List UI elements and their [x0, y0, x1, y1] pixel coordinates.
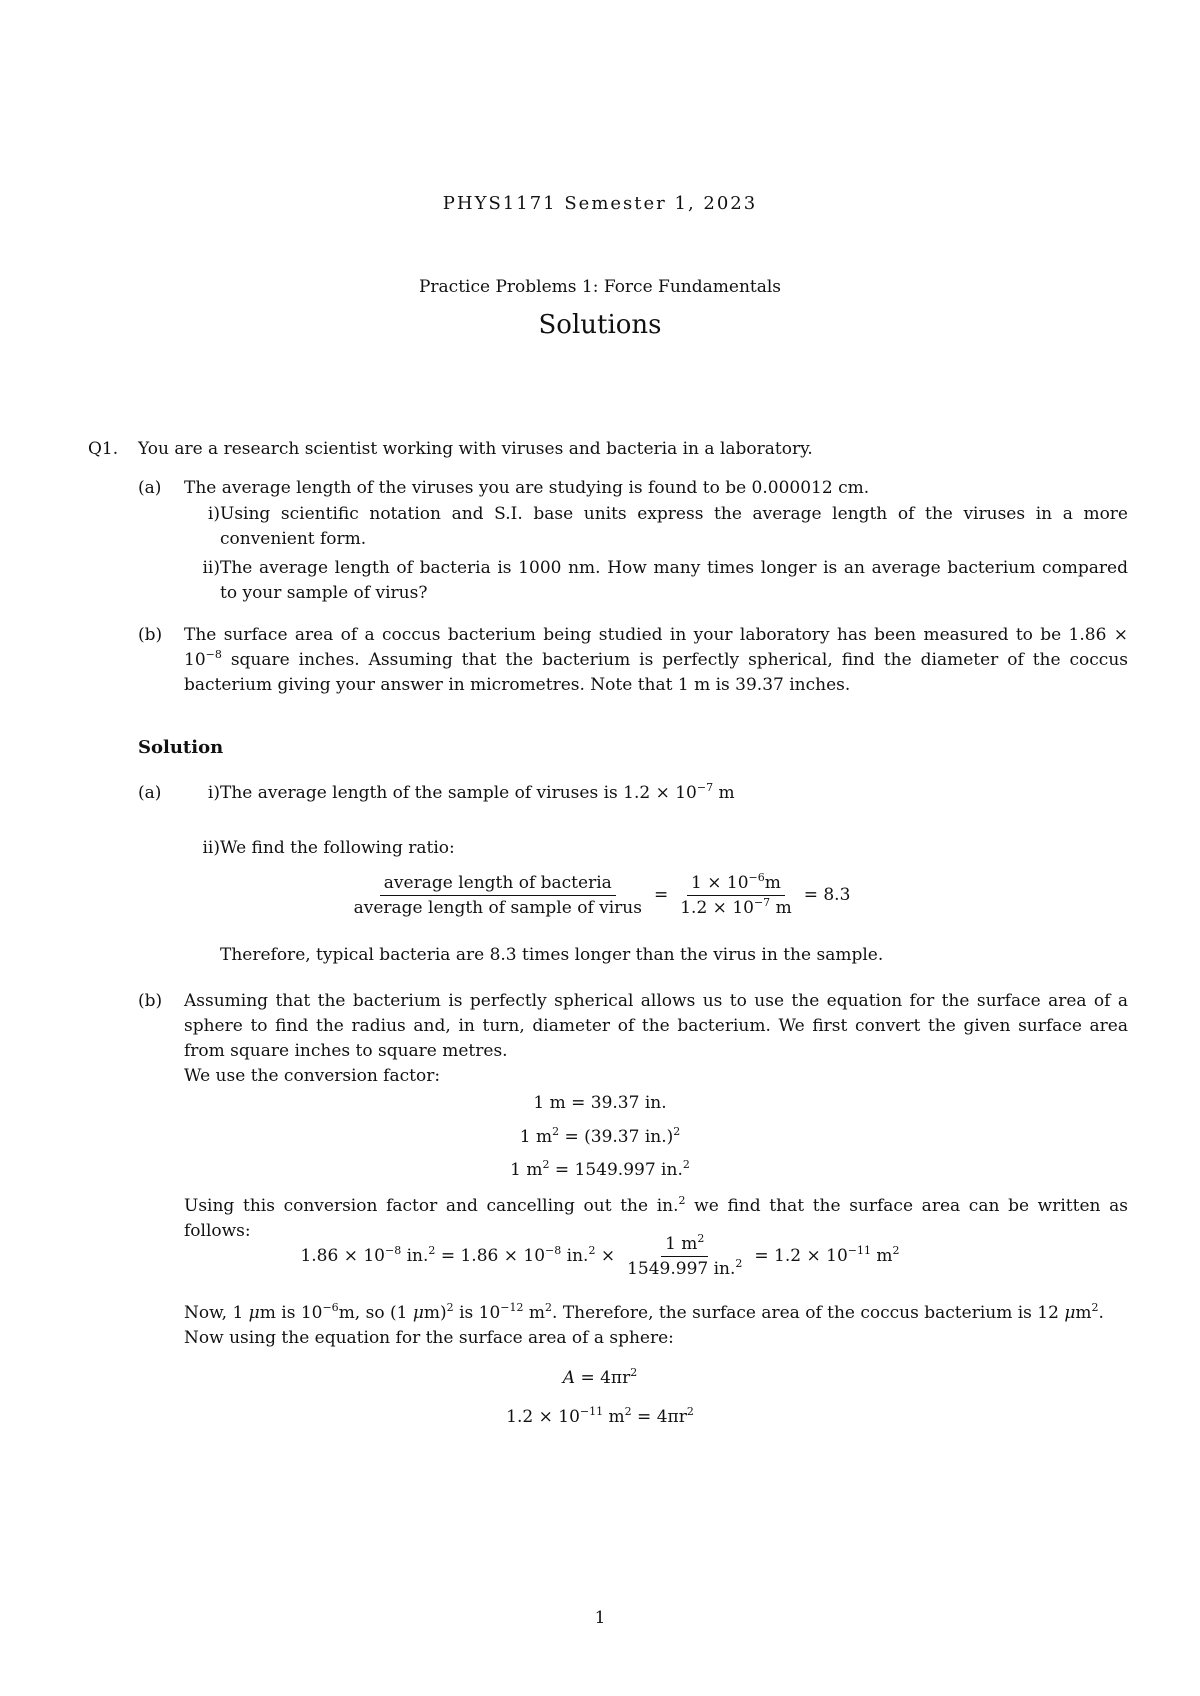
- solution-heading: Solution: [138, 737, 224, 758]
- part-a-ii-text: The average length of bacteria is 1000 nm. How many times longer is an average bacterium compared to your sample of virus?: [220, 558, 1128, 603]
- micrometre-text: Now, 1 μm is $10^{-6}m$, so (1 μm)$^2$ is $10^{-12}$ $m^2$. Therefore, the surface area of the coccus bacterium is 12 $\mu m^2$.: [184, 1301, 1104, 1323]
- part-a-label: (a): [138, 478, 162, 498]
- conversion-line-3: 1 $m^2 = 1549.997$ in.$^2$: [510, 1158, 690, 1180]
- solution-b-label: (b): [138, 991, 163, 1011]
- solution-a-i-label: i): [207, 783, 220, 803]
- solution-a-ii-text: We find the following ratio:: [220, 838, 455, 858]
- solution-b-text: Assuming that the bacterium is perfectly spherical allows us to use the equation for the surface area of a sphere to find the radius and, in turn, diameter of the bacterium. We first convert the given surface area from square inches to square metres.: [184, 991, 1128, 1061]
- area-conversion-fraction: $\frac{1 m^2}{1549.997 in.^2}$: [627, 1232, 743, 1279]
- part-a-i-label: i): [207, 504, 220, 524]
- ratio-fraction-values: $\frac{1 \times 10^{-6}m}{1.2 \times 10^{-7} m}$: [680, 871, 792, 918]
- document-subtitle: Practice Problems 1: Force Fundamentals: [418, 277, 782, 297]
- part-a-ii-label: ii): [202, 558, 220, 578]
- conversion-line-1: 1 m = 39.37 in.: [533, 1093, 667, 1113]
- ratio-equation: $\frac{\text{average length of bacteria}}{\text{average length of sample of virus}}$ = $\frac{1 \times 10^{-6}m}{1.2 \times 10^{-7} m}$ = 8.3: [0, 871, 1200, 920]
- conversion-intro: We use the conversion factor:: [184, 1066, 441, 1086]
- part-a-text: The average length of the viruses you are studying is found to be 0.000012 cm.: [184, 478, 870, 498]
- conversion-line-2: 1 $m^2 = (39.37$ in.)$^2$: [519, 1125, 681, 1147]
- page-title: Solutions: [538, 310, 662, 340]
- ratio-conclusion: Therefore, typical bacteria are 8.3 times longer than the virus in the sample.: [220, 945, 884, 965]
- part-a-i-text: Using scientific notation and S.I. base units express the average length of the viruses in a more convenient form.: [220, 504, 1128, 549]
- area-conversion-equation: $1.86 \times 10^{-8}$ $in.^2 = 1.86 \times 10^{-8}$ in.$^2$ × $\frac{1 m^2}{1549.997 in.^2}$ = $1.2 \times 10^{-11}$ $m^2$: [300, 1232, 900, 1279]
- page-number: 1: [594, 1608, 606, 1628]
- solution-a-ii-label: ii): [202, 838, 220, 858]
- question-number: Q1.: [88, 439, 119, 459]
- question-intro: You are a research scientist working with viruses and bacteria in a laboratory.: [138, 439, 813, 459]
- sphere-area-equation: $A = 4\pi r^2$: [562, 1366, 638, 1388]
- solution-a-label: (a): [138, 783, 162, 803]
- course-header: PHYS1171 Semester 1, 2023: [442, 193, 758, 214]
- solution-a-i-text: The average length of the sample of viruses is $1.2 \times 10^{-7}$ m: [220, 781, 735, 803]
- using-conversion-text: Using this conversion factor and cancelling out the in.$^2$ we find that the surface area can be written as follows:: [184, 1194, 1128, 1241]
- part-b-text: The surface area of a coccus bacterium being studied in your laboratory has been measured to be $1.86 \times 10^{-8}$ square inches. Assuming that the bacterium is perfectly spherical, find the diameter of the coccus bacterium giving your answer in micrometres. Note that 1 m is 39.37 inches.: [184, 625, 1128, 695]
- ratio-fraction-words: $\frac{\text{average length of bacteria}}{\text{average length of sample of virus}}$: [353, 873, 642, 918]
- sphere-equation-intro: Now using the equation for the surface area of a sphere:: [184, 1328, 674, 1348]
- part-b-label: (b): [138, 625, 163, 645]
- sphere-area-substituted: $1.2 \times 10^{-11}$ $m^2 = 4\pi r^2$: [506, 1405, 694, 1427]
